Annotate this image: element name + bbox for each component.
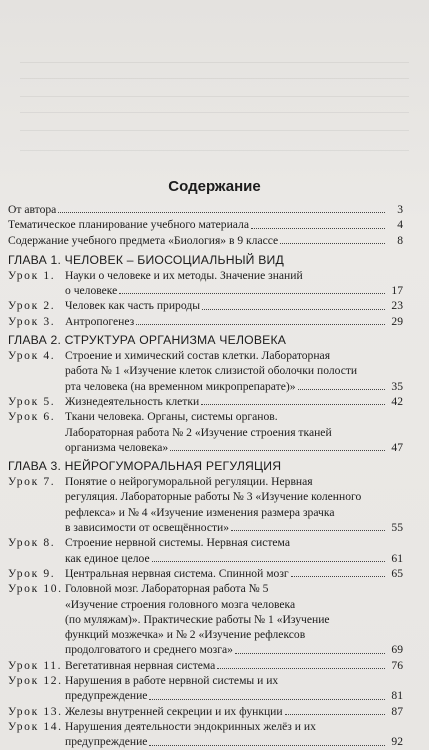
lesson-body — [65, 673, 403, 704]
bleed-through-line — [20, 62, 409, 63]
entry-title: рта человека (на временном микропрепарате)» — [65, 379, 296, 393]
lesson-number: Урок 13. — [8, 704, 63, 718]
lesson-entry — [8, 535, 403, 566]
lesson-number: Урок 1. — [8, 268, 56, 282]
lesson-body — [65, 719, 403, 750]
lesson-body — [65, 348, 403, 394]
toc-entry-row — [65, 440, 403, 455]
page-number: 17 — [391, 284, 403, 298]
leader-dots — [235, 653, 385, 654]
lesson-entry — [8, 348, 403, 394]
leader-dots — [231, 530, 385, 531]
lesson-entry — [8, 314, 403, 329]
lesson-entry — [8, 298, 403, 313]
lesson-number: Урок 7. — [8, 475, 56, 489]
entry-title: как единое целое — [65, 551, 150, 565]
lesson-entry — [8, 394, 403, 409]
toc-entry-row — [65, 658, 403, 673]
lesson-entry — [8, 474, 403, 535]
front-matter-entry — [8, 217, 403, 232]
toc-entry-row — [65, 642, 403, 657]
chapter-heading: ГЛАВА 1. ЧЕЛОВЕК – БИОСОЦИАЛЬНЫЙ ВИД — [8, 252, 284, 267]
table-of-contents — [8, 202, 403, 750]
entry-title: Центральная нервная система. Спинной мозг — [65, 566, 289, 580]
lesson-body — [65, 566, 403, 581]
lesson-text-line: работа № 1 «Изучение клеток слизистой оболочки полости — [65, 364, 358, 378]
page-number: 55 — [391, 521, 403, 535]
chapter-heading: ГЛАВА 2. СТРУКТУРА ОРГАНИЗМА ЧЕЛОВЕКА — [8, 333, 287, 348]
lesson-body — [65, 535, 403, 566]
entry-title: Железы внутренней секреции и их функции — [65, 704, 283, 718]
leader-dots — [201, 404, 385, 405]
lesson-text-line: Строение и химический состав клетки. Лабораторная — [65, 349, 331, 363]
lesson-text-line: функций мозжечка» и № 2 «Изучение рефлексов — [65, 628, 306, 642]
lesson-number: Урок 2. — [8, 299, 56, 313]
lesson-text-line: Понятие о нейрогуморальной регуляции. Нервная — [65, 475, 313, 489]
lesson-text-line: Строение нервной системы. Нервная система — [65, 536, 290, 550]
lesson-number: Урок 6. — [8, 410, 56, 424]
leader-dots — [119, 293, 385, 294]
leader-dots — [149, 699, 385, 700]
page-number: 76 — [391, 658, 403, 672]
leader-dots — [58, 212, 385, 213]
page-number: 61 — [391, 551, 403, 565]
leader-dots — [136, 324, 385, 325]
page-number: 4 — [397, 218, 403, 232]
front-matter-entry — [8, 233, 403, 248]
entry-title: продолговатого и среднего мозга» — [65, 643, 233, 657]
lesson-body — [65, 474, 403, 535]
lesson-number: Урок 5. — [8, 394, 56, 408]
lesson-body — [65, 658, 403, 673]
lesson-number: Урок 3. — [8, 314, 56, 328]
toc-entry-row — [65, 283, 403, 298]
entry-title: Тематическое планирование учебного материала — [8, 218, 249, 232]
toc-entry-row — [65, 379, 403, 394]
entry-title: Вегетативная нервная система — [65, 658, 216, 672]
lesson-number: Урок 12. — [8, 674, 63, 688]
page-number: 35 — [391, 379, 403, 393]
page-number: 92 — [391, 735, 403, 749]
page-number: 69 — [391, 643, 403, 657]
page-number: 87 — [391, 704, 403, 718]
lesson-entry — [8, 658, 403, 673]
toc-entry-row — [65, 566, 403, 581]
lesson-text-line: рефлекса» и № 4 «Изучение изменения размера зрачка — [65, 505, 335, 519]
lesson-text-line: Ткани человека. Органы, системы органов. — [65, 410, 278, 424]
bleed-through-line — [20, 78, 409, 79]
entry-title: От автора — [8, 203, 57, 216]
lesson-body — [65, 704, 403, 719]
leader-dots — [170, 450, 385, 451]
toc-entry-row — [65, 394, 403, 409]
leader-dots — [251, 228, 385, 229]
lesson-text-line: Нарушения в работе нервной системы и их — [65, 674, 279, 688]
toc-entry-row — [65, 551, 403, 566]
entry-title: Человек как часть природы — [65, 299, 201, 313]
lesson-entry — [8, 409, 403, 455]
entry-title: о человеке — [65, 284, 118, 298]
bleed-through-line — [20, 96, 409, 97]
entry-title: Антропогенез — [65, 314, 135, 328]
entry-title: предупреждение — [65, 689, 148, 703]
page-number: 47 — [391, 440, 403, 454]
lesson-number: Урок 9. — [8, 566, 56, 580]
entry-title: в зависимости от освещённости» — [65, 521, 230, 535]
toc-entry-row — [65, 734, 403, 749]
lesson-text-line: Лабораторная работа № 2 «Изучение строения тканей — [65, 425, 332, 439]
leader-dots — [217, 668, 385, 669]
lesson-text-line: (по муляжам)». Практические работы № 1 «Изучение — [65, 612, 330, 626]
front-matter-entry — [8, 202, 403, 217]
entry-title: Содержание учебного предмета «Биология» в 9 классе — [8, 233, 279, 247]
leader-dots — [149, 745, 385, 746]
leader-dots — [152, 561, 385, 562]
lesson-number: Урок 4. — [8, 349, 56, 363]
lesson-body — [65, 298, 403, 313]
toc-entry-row — [65, 298, 403, 313]
lesson-body — [65, 394, 403, 409]
toc-entry-row — [65, 314, 403, 329]
lesson-text-line: Науки о человеке и их методы. Значение знаний — [65, 268, 303, 282]
page-number: 65 — [391, 566, 403, 580]
leader-dots — [291, 576, 385, 577]
leader-dots — [280, 243, 385, 244]
lesson-entry — [8, 719, 403, 750]
lesson-text-line: «Изучение строения головного мозга человека — [65, 597, 296, 611]
toc-entry-row — [65, 704, 403, 719]
lesson-entry — [8, 268, 403, 299]
leader-dots — [285, 714, 385, 715]
lesson-number: Урок 11. — [8, 658, 63, 672]
chapter-heading: ГЛАВА 3. НЕЙРОГУМОРАЛЬНАЯ РЕГУЛЯЦИЯ — [8, 459, 282, 474]
page-number: 81 — [391, 689, 403, 703]
lesson-text-line: Головной мозг. Лабораторная работа № 5 — [65, 582, 269, 596]
lesson-body — [65, 409, 403, 455]
bleed-through-line — [20, 130, 409, 131]
page-number: 8 — [397, 233, 403, 247]
lesson-entry — [8, 704, 403, 719]
entry-title: организма человека» — [65, 440, 169, 454]
page-number: 3 — [397, 203, 403, 216]
entry-title: Жизнедеятельность клетки — [65, 394, 200, 408]
page-number: 23 — [391, 299, 403, 313]
lesson-number: Урок 14. — [8, 719, 63, 733]
bleed-through-line — [20, 112, 409, 113]
lesson-entry — [8, 581, 403, 657]
lesson-entry — [8, 566, 403, 581]
page-number: 29 — [391, 314, 403, 328]
lesson-number: Урок 8. — [8, 536, 56, 550]
bleed-through-line — [20, 150, 409, 151]
leader-dots — [298, 389, 385, 390]
page-title: Содержание — [168, 178, 261, 195]
lesson-text-line: регуляция. Лабораторные работы № 3 «Изучение коленного — [65, 490, 362, 504]
toc-entry-row — [65, 520, 403, 535]
lesson-body — [65, 314, 403, 329]
leader-dots — [202, 309, 385, 310]
entry-title: предупреждение — [65, 735, 148, 749]
toc-entry-row — [65, 688, 403, 703]
lesson-entry — [8, 673, 403, 704]
lesson-body — [65, 581, 403, 657]
page-number: 42 — [391, 394, 403, 408]
lesson-number: Урок 10. — [8, 582, 63, 596]
lesson-body — [65, 268, 403, 299]
lesson-text-line: Нарушения деятельности эндокринных желёз и их — [65, 719, 316, 733]
